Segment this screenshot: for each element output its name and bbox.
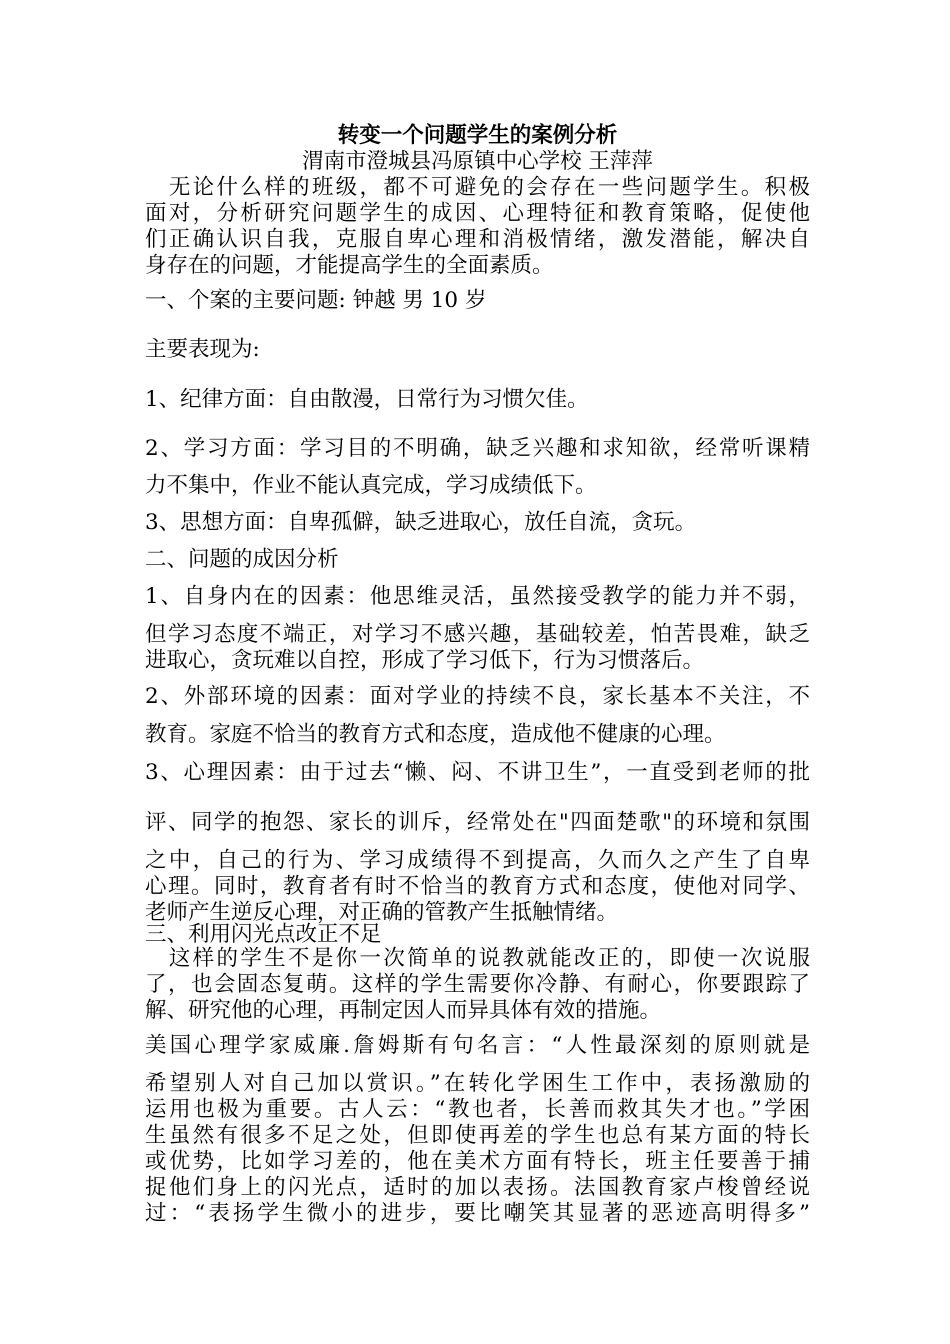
intro-line-1: 无论什么样的班级，都不可避免的会存在一些问题学生。积极 xyxy=(145,175,810,200)
intro-line-2: 面对，分析研究问题学生的成因、心理特征和教育策略，促使他 xyxy=(145,201,810,226)
cause1-line-1: 1、自身内在的因素：他思维灵活，虽然接受教学的能力并不弱， xyxy=(145,584,810,609)
quote-para-line-6: 捉他们身上的闪光点，适时的加以表扬。法国教育家卢梭曾经说 xyxy=(145,1175,810,1200)
document-title: 转变一个问题学生的案例分析 xyxy=(337,123,618,148)
main-performance-label: 主要表现为: xyxy=(145,337,260,362)
intro-line-3: 们正确认识自我，克服自卑心理和消极情绪，激发潜能，解决自 xyxy=(145,227,810,252)
cause2-line-1: 2、外部环境的因素：面对学业的持续不良，家长基本不关注，不 xyxy=(145,684,810,709)
cause3-line-2: 评、同学的抱怨、家长的训斥，经常处在"四面楚歌"的环境和氛围 xyxy=(145,810,810,835)
intro-line-4: 身存在的问题，才能提高学生的全面素质。 xyxy=(145,253,554,278)
section3-para-line-2: 了，也会固态复萌。这样的学生需要你冷静、有耐心，你要跟踪了 xyxy=(145,972,810,997)
cause1-line-3: 进取心，贪玩难以自控，形成了学习低下，行为习惯落后。 xyxy=(145,648,705,673)
item-study-line-1: 2、学习方面：学习目的不明确，缺乏兴趣和求知欲，经常听课精 xyxy=(145,436,810,461)
section2-heading: 二、问题的成因分析 xyxy=(145,547,339,572)
cause3-line-4: 心理。同时，教育者有时不恰当的教育方式和态度，使他对同学、 xyxy=(145,874,810,899)
quote-para-line-3: 运用也极为重要。古人云：“教也者，长善而救其失才也。”学困 xyxy=(145,1097,810,1122)
cause1-line-2: 但学习态度不端正，对学习不感兴趣，基础较差，怕苦畏难，缺乏 xyxy=(145,622,810,647)
quote-para-line-4: 生虽然有很多不足之处，但即使再差的学生也总有某方面的特长 xyxy=(145,1123,810,1148)
cause3-line-3: 之中，自己的行为、学习成绩得不到提高，久而久之产生了自卑 xyxy=(145,848,810,873)
item-thought: 3、思想方面：自卑孤僻，缺乏进取心，放任自流，贪玩。 xyxy=(145,510,697,535)
quote-para-line-7: 过：“表扬学生微小的进步，要比嘲笑其显著的恶迹高明得多” xyxy=(145,1201,810,1226)
section3-heading: 三、利用闪光点改正不足 xyxy=(145,922,382,947)
section3-para-line-3: 解、研究他的心理，再制定因人而异具体有效的措施。 xyxy=(145,998,662,1023)
cause3-line-1: 3、心理因素：由于过去“懒、闷、不讲卫生”，一直受到老师的批 xyxy=(145,760,810,785)
quote-para-line-1: 美国心理学家威廉.詹姆斯有句名言：“人性最深刻的原则就是 xyxy=(145,1033,810,1058)
item-study-line-2: 力不集中，作业不能认真完成，学习成绩低下。 xyxy=(145,473,597,498)
quote-para-line-2: 希望别人对自己加以赏识。”在转化学困生工作中，表扬激励的 xyxy=(145,1071,810,1096)
section1-heading: 一、个案的主要问题: 钟越 男 10 岁 xyxy=(145,288,487,313)
cause3-line-5: 老师产生逆反心理，对正确的管教产生抵触情绪。 xyxy=(145,900,619,925)
section3-para-line-1: 这样的学生不是你一次简单的说教就能改正的，即使一次说服 xyxy=(145,946,810,971)
item-discipline: 1、纪律方面：自由散漫，日常行为习惯欠佳。 xyxy=(145,387,589,412)
cause2-line-2: 教育。家庭不恰当的教育方式和态度，造成他不健康的心理。 xyxy=(145,722,726,747)
quote-para-line-5: 或优势，比如学习差的，他在美术方面有特长，班主任要善于捕 xyxy=(145,1149,810,1174)
author-line: 渭南市澄城县冯原镇中心学校 王萍萍 xyxy=(302,149,653,174)
